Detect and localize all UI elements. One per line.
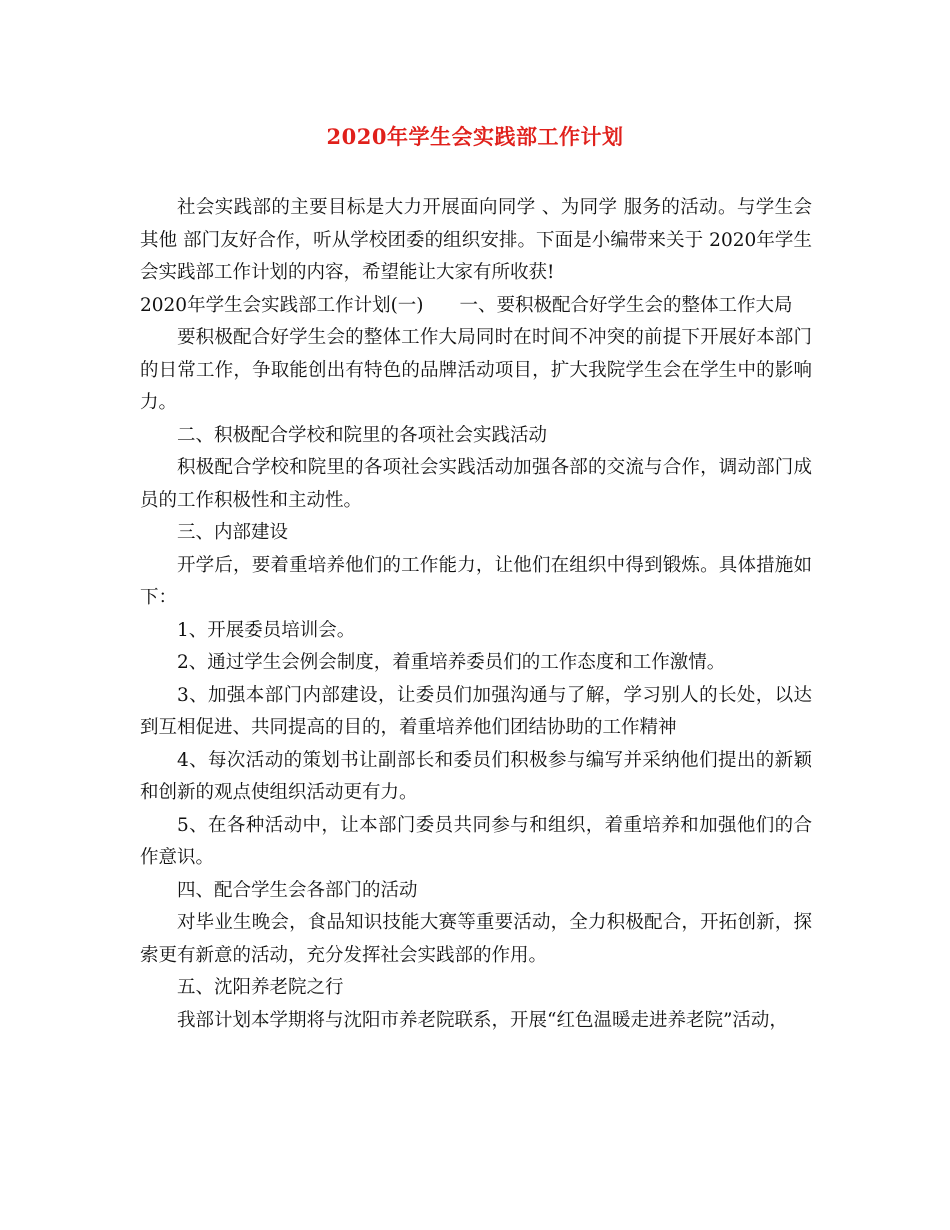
section4-heading: 四、配合学生会各部门的活动 <box>177 879 418 901</box>
list-item-2: 2、通过学生会例会制度，着重培养委员们的工作态度和工作激情。 <box>177 652 726 673</box>
section5-body: 我部计划本学期将与沈阳市养老院联系，开展“红色温暖走进养老院”活动， <box>177 1009 788 1031</box>
list-item-5: 5、在各种活动中，让本部门委员共同参与和组织，着重培养和加强他们的合作意识。 <box>140 814 812 868</box>
list-item-1: 1、开展委员培训会。 <box>177 619 356 641</box>
document-title: 2020年学生会实践部工作计划 <box>326 124 624 149</box>
section3-body: 开学后，要着重培养他们的工作能力，让他们在组织中得到锻炼。具体措施如下： <box>140 554 812 608</box>
list-item-4: 4、每次活动的策划书让副部长和委员们积极参与编写并采纳他们提出的新颖和创新的观点使组织活动更有力。 <box>140 749 812 803</box>
section5-heading: 五、沈阳养老院之行 <box>177 977 344 998</box>
list-item-3: 3、加强本部门内部建设，让委员们加强沟通与了解，学习别人的长处，以达到互相促进、共同提高的目的，着重培养他们团结协助的工作精神 <box>140 684 812 738</box>
document-body <box>140 192 812 1037</box>
plan-heading: 2020年学生会实践部工作计划(一) <box>140 294 424 316</box>
intro-paragraph: 社会实践部的主要目标是大力开展面向同学 、为同学 服务的活动。与学生会其他 部门友好合作，听从学校团委的组织安排。下面是小编带来关于 2020年学生会实践部工作计划的内容，希望能让大家有所收获! <box>140 197 812 283</box>
section1-body: 要积极配合好学生会的整体工作大局同时在时间不冲突的前提下开展好本部门的日常工作，争取能创出有特色的品牌活动项目，扩大我院学生会在学生中的影响力。 <box>140 327 812 413</box>
section4-body: 对毕业生晚会，食品知识技能大赛等重要活动，全力积极配合，开拓创新，探索更有新意的活动，充分发挥社会实践部的作用。 <box>140 912 812 966</box>
section2-body: 积极配合学校和院里的各项社会实践活动加强各部的交流与合作，调动部门成员的工作积极性和主动性。 <box>140 457 812 511</box>
section2-heading: 二、积极配合学校和院里的各项社会实践活动 <box>177 424 548 446</box>
plan-heading-line <box>140 290 812 323</box>
section3-heading: 三、内部建设 <box>177 522 289 543</box>
section1-heading: 一、要积极配合好学生会的整体工作大局 <box>459 294 793 316</box>
